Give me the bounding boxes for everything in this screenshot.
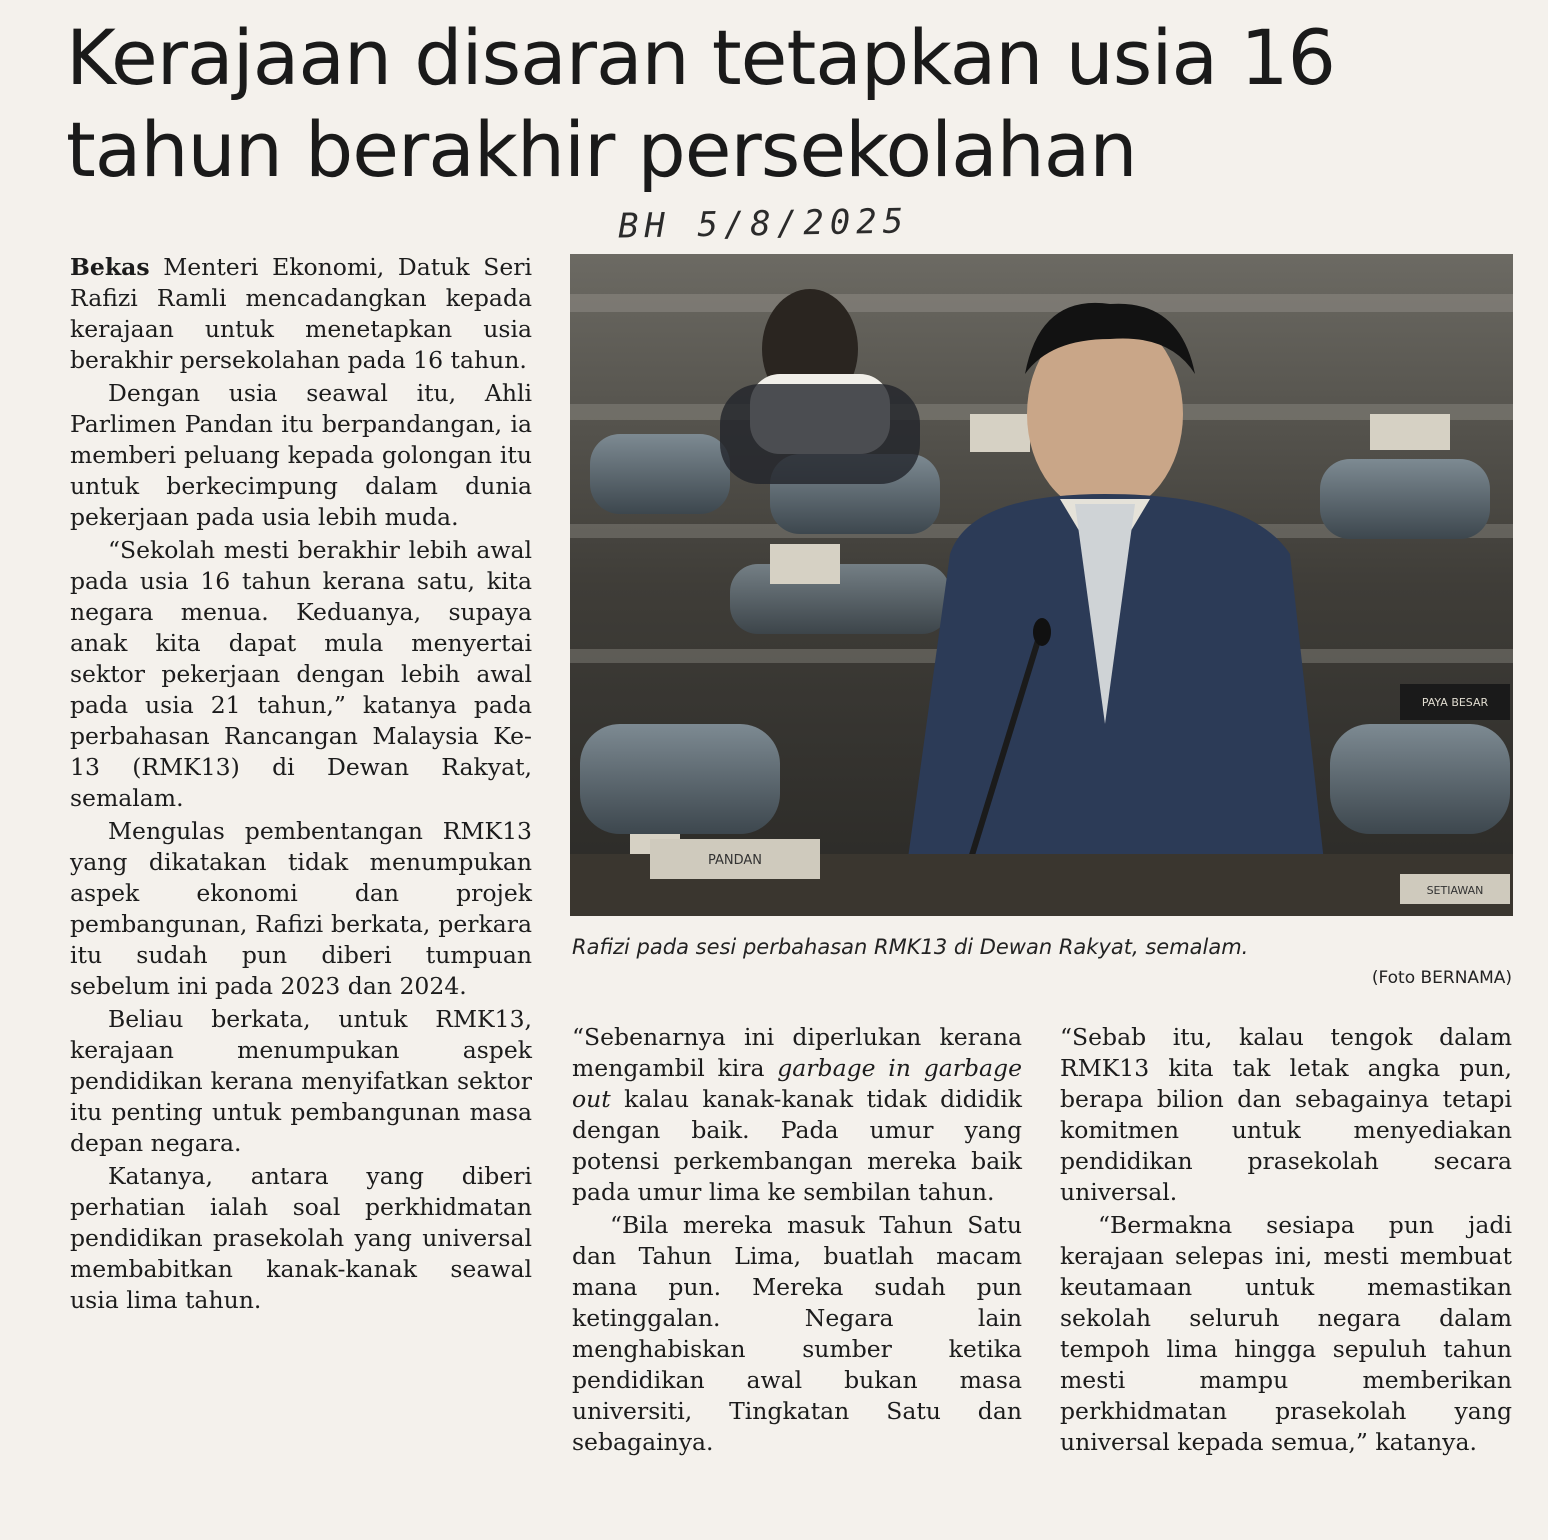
article-column-3: [1060, 1022, 1512, 1460]
lead-word: Bekas: [70, 253, 150, 281]
body-paragraph: “Sebab itu, kalau tengok dalam RMK13 kita tak letak angka pun, berapa bilion dan sebagainya tetapi komitmen untuk menyediakan pendidikan prasekolah secara universal.: [1060, 1023, 1512, 1206]
nameplate-front: PANDAN: [707, 853, 763, 868]
article-column-2: [572, 1022, 1022, 1460]
handwritten-date-note: BH 5/8/2025: [617, 201, 910, 247]
article-photo: [570, 254, 1513, 916]
headline: Kerajaan disaran tetapkan usia 16 tahun berakhir persekolahan: [66, 13, 1335, 194]
italic-phrase: garbage in garbage out: [572, 1054, 1022, 1113]
text-run: kalau kanak-kanak tidak dididik dengan baik. Pada umur yang potensi perkembangan mereka baik pada umur lima ke sembilan tahun.: [572, 1085, 1022, 1206]
photo-caption: Rafizi pada sesi perbahasan RMK13 di Dewan Rakyat, semalam.: [572, 935, 1249, 959]
lead-text: Menteri Ekonomi, Datuk Seri Rafizi Ramli mencadangkan kepada kerajaan untuk menetapkan usia berakhir persekolahan pada 16 tahun.: [70, 253, 532, 374]
body-paragraph: Beliau berkata, untuk RMK13, kerajaan menumpukan aspek pendidikan kerana menyifatkan sektor itu penting untuk pembangunan masa depan negara.: [70, 1005, 532, 1157]
body-paragraph: Mengulas pembentangan RMK13 yang dikatakan tidak menumpukan aspek ekonomi dan projek pembangunan, Rafizi berkata, perkara itu sudah pun diberi tumpuan sebelum ini pada 2023 dan 2024.: [70, 817, 532, 1000]
body-paragraph: “Sekolah mesti berakhir lebih awal pada usia 16 tahun kerana satu, kita negara menua. Keduanya, supaya anak kita dapat mula menyertai sektor pekerjaan dengan lebih awal pada usia 21 tahun,” katanya pada perbahasan Rancangan Malaysia Ke-13 (RMK13) di Dewan Rakyat, semalam.: [70, 536, 532, 812]
lead-paragraph: [70, 252, 532, 376]
body-paragraph: Katanya, antara yang diberi perhatian ialah soal perkhidmatan pendidikan prasekolah yang universal membabitkan kanak-kanak seawal usia lima tahun.: [70, 1162, 532, 1314]
nameplate-right-bottom: SETIAWAN: [1426, 884, 1484, 897]
text-run: “Sebenarnya ini diperlukan kerana mengambil kira: [572, 1023, 1022, 1082]
article-column-1: [70, 252, 532, 1318]
photo-illustration: [570, 254, 1513, 916]
photo-credit: (Foto BERNAMA): [1371, 968, 1512, 988]
body-paragraph: [572, 1022, 1022, 1208]
body-paragraph: “Bermakna sesiapa pun jadi kerajaan selepas ini, mesti membuat keutamaan untuk memastikan sekolah seluruh negara dalam tempoh lima hingga sepuluh tahun mesti mampu memberikan perkhidmatan prasekolah yang universal kepada semua,” katanya.: [1060, 1211, 1512, 1456]
body-paragraph: “Bila mereka masuk Tahun Satu dan Tahun Lima, buatlah macam mana pun. Mereka sudah pun ketinggalan. Negara lain menghabiskan sumber ketika pendidikan awal bukan masa universiti, Tingkatan Satu dan sebagainya.: [572, 1211, 1022, 1456]
body-paragraph: Dengan usia seawal itu, Ahli Parlimen Pandan itu berpandangan, ia memberi peluang kepada golongan itu untuk berkecimpung dalam dunia pekerjaan pada usia lebih muda.: [70, 379, 532, 531]
nameplate-right: PAYA BESAR: [1421, 696, 1489, 709]
